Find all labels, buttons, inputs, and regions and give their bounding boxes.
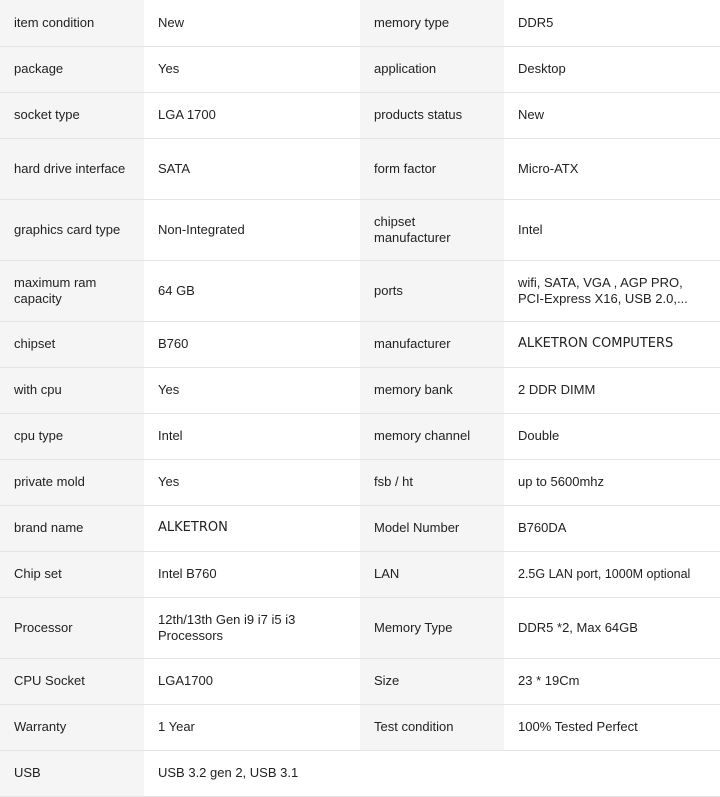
spec-value: Micro-ATX bbox=[504, 138, 720, 199]
table-row bbox=[0, 199, 720, 260]
spec-value: ALKETRON COMPUTERS bbox=[504, 321, 720, 367]
spec-value: LGA1700 bbox=[144, 658, 360, 704]
spec-value: Intel bbox=[504, 199, 720, 260]
table-row bbox=[0, 367, 720, 413]
spec-value: 1 Year bbox=[144, 704, 360, 750]
table-row bbox=[0, 750, 720, 796]
spec-label: socket type bbox=[0, 92, 144, 138]
spec-label: memory bank bbox=[360, 367, 504, 413]
spec-label: cpu type bbox=[0, 413, 144, 459]
spec-label: Model Number bbox=[360, 505, 504, 551]
spec-value: B760 bbox=[144, 321, 360, 367]
spec-value: 12th/13th Gen i9 i7 i5 i3 Processors bbox=[144, 597, 360, 658]
spec-value: 64 GB bbox=[144, 260, 360, 321]
spec-label: LAN bbox=[360, 551, 504, 597]
spec-label: memory type bbox=[360, 0, 504, 46]
spec-value: Intel bbox=[144, 413, 360, 459]
spec-label: products status bbox=[360, 92, 504, 138]
spec-label: private mold bbox=[0, 459, 144, 505]
spec-value: Desktop bbox=[504, 46, 720, 92]
spec-value: SATA bbox=[144, 138, 360, 199]
spec-label: memory channel bbox=[360, 413, 504, 459]
spec-value: Yes bbox=[144, 459, 360, 505]
spec-value: 2.5G LAN port, 1000M optional bbox=[504, 551, 720, 597]
spec-value: New bbox=[144, 0, 360, 46]
spec-label: manufacturer bbox=[360, 321, 504, 367]
spec-value: Double bbox=[504, 413, 720, 459]
table-row bbox=[0, 138, 720, 199]
spec-value: up to 5600mhz bbox=[504, 459, 720, 505]
spec-value: Yes bbox=[144, 46, 360, 92]
spec-value: 2 DDR DIMM bbox=[504, 367, 720, 413]
spec-label: Size bbox=[360, 658, 504, 704]
spec-label: application bbox=[360, 46, 504, 92]
spec-label: with cpu bbox=[0, 367, 144, 413]
table-row bbox=[0, 260, 720, 321]
table-row bbox=[0, 658, 720, 704]
spec-value: USB 3.2 gen 2, USB 3.1 bbox=[144, 750, 360, 796]
spec-label: Processor bbox=[0, 597, 144, 658]
spec-label: Memory Type bbox=[360, 597, 504, 658]
spec-value: DDR5 *2, Max 64GB bbox=[504, 597, 720, 658]
spec-value: wifi, SATA, VGA , AGP PRO, PCI-Express X16, USB 2.0,... bbox=[504, 260, 720, 321]
table-row bbox=[0, 0, 720, 46]
spec-label: graphics card type bbox=[0, 199, 144, 260]
spec-value: Yes bbox=[144, 367, 360, 413]
spec-label: Chip set bbox=[0, 551, 144, 597]
table-row bbox=[0, 704, 720, 750]
spec-value: ALKETRON bbox=[144, 505, 360, 551]
spec-label: form factor bbox=[360, 138, 504, 199]
spec-value: DDR5 bbox=[504, 0, 720, 46]
table-row bbox=[0, 92, 720, 138]
spec-value: Intel B760 bbox=[144, 551, 360, 597]
table-row bbox=[0, 505, 720, 551]
spec-value: Non-Integrated bbox=[144, 199, 360, 260]
spec-label: fsb / ht bbox=[360, 459, 504, 505]
spec-label: item condition bbox=[0, 0, 144, 46]
spec-label: chipset bbox=[0, 321, 144, 367]
spec-label: hard drive interface bbox=[0, 138, 144, 199]
table-row bbox=[0, 46, 720, 92]
empty-cell bbox=[360, 750, 504, 796]
table-row bbox=[0, 597, 720, 658]
empty-cell bbox=[504, 750, 720, 796]
spec-value: 23 * 19Cm bbox=[504, 658, 720, 704]
table-row bbox=[0, 459, 720, 505]
spec-value: New bbox=[504, 92, 720, 138]
spec-value: LGA 1700 bbox=[144, 92, 360, 138]
spec-value: B760DA bbox=[504, 505, 720, 551]
spec-label: ports bbox=[360, 260, 504, 321]
spec-label: package bbox=[0, 46, 144, 92]
spec-label: USB bbox=[0, 750, 144, 796]
table-row bbox=[0, 551, 720, 597]
spec-label: Warranty bbox=[0, 704, 144, 750]
spec-label: maximum ram capacity bbox=[0, 260, 144, 321]
table-row bbox=[0, 413, 720, 459]
spec-label: Test condition bbox=[360, 704, 504, 750]
spec-label: brand name bbox=[0, 505, 144, 551]
spec-label: CPU Socket bbox=[0, 658, 144, 704]
spec-value: 100% Tested Perfect bbox=[504, 704, 720, 750]
spec-label: chipset manufacturer bbox=[360, 199, 504, 260]
table-row bbox=[0, 321, 720, 367]
